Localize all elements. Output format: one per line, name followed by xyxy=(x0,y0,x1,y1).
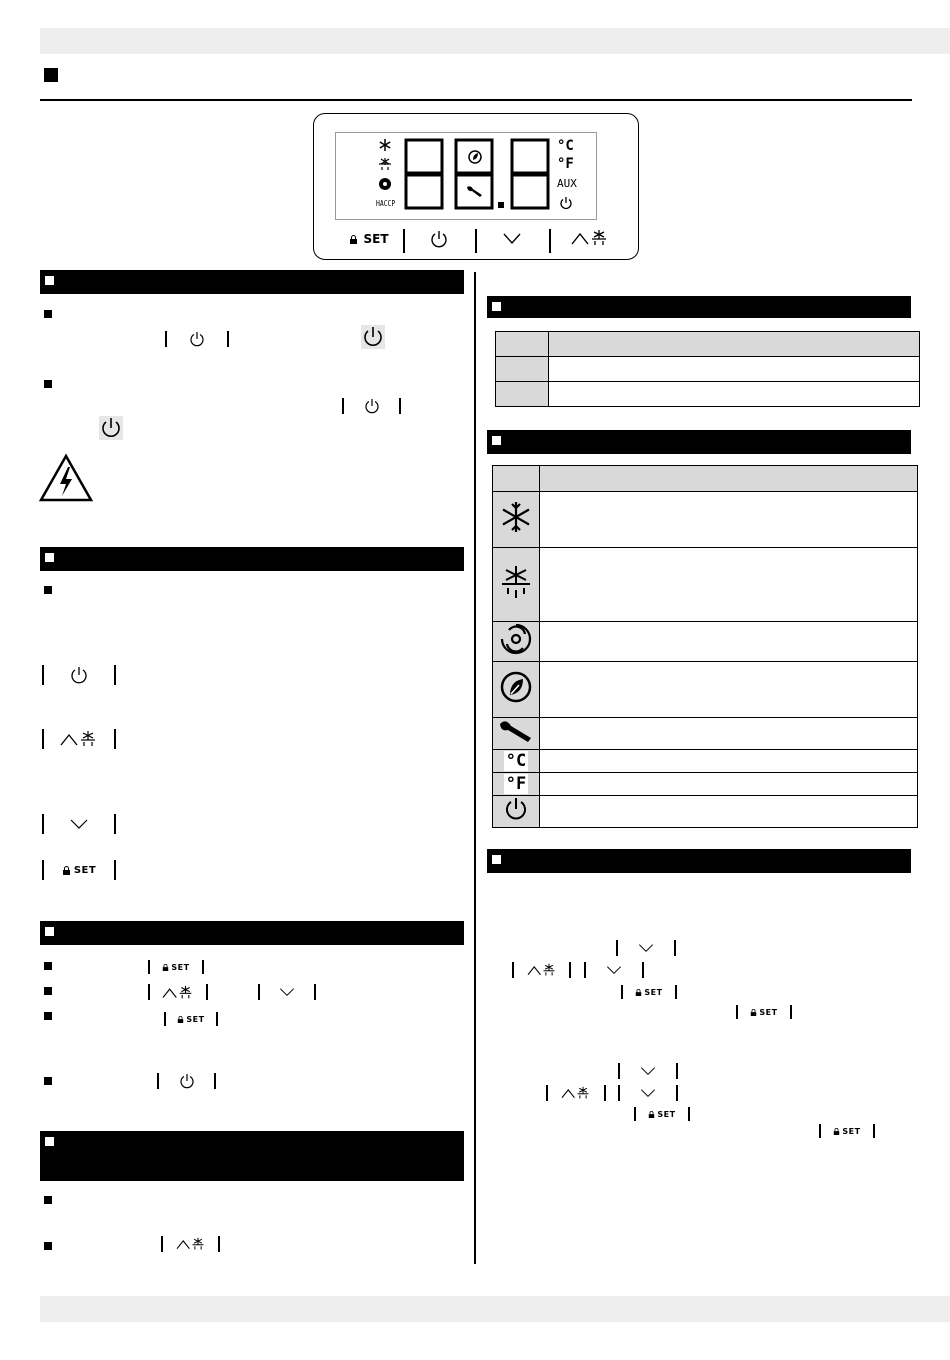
set-key-ref xyxy=(634,1107,690,1121)
key-divider xyxy=(403,229,405,253)
up-defrost-key-ref xyxy=(161,1236,220,1252)
fan-icon xyxy=(378,177,392,191)
section-header xyxy=(40,270,464,294)
set-key-label: SET xyxy=(842,1126,861,1136)
power-icon xyxy=(559,196,573,210)
set-key-label: SET xyxy=(759,1007,778,1017)
down-key-ref xyxy=(258,984,316,1000)
power-key-ref xyxy=(157,1073,216,1089)
power-key[interactable] xyxy=(429,229,449,249)
set-key-label: SET xyxy=(186,1014,205,1024)
section-header xyxy=(40,921,464,945)
down-key-ref xyxy=(584,962,644,978)
section-header xyxy=(487,296,911,318)
celsius-indicator: °C xyxy=(557,138,574,154)
column-divider xyxy=(474,272,476,1264)
set-key-ref xyxy=(42,860,116,880)
controller-panel xyxy=(313,113,639,260)
key-divider xyxy=(549,229,551,253)
haccp-label: HACCP xyxy=(376,199,396,208)
title-marker xyxy=(44,68,58,82)
celsius-icon: °C xyxy=(505,751,527,771)
up-defrost-key-ref xyxy=(42,729,116,749)
power-icon xyxy=(99,416,123,440)
defrost-icon xyxy=(499,564,533,600)
set-key-label: SET xyxy=(73,864,97,876)
aux-indicator: AUX xyxy=(557,177,577,190)
section-header xyxy=(487,849,911,873)
set-key-ref xyxy=(819,1124,875,1138)
bullet xyxy=(44,380,52,388)
bullet xyxy=(44,586,52,594)
section-header xyxy=(40,1131,464,1181)
up-defrost-key-ref xyxy=(546,1085,606,1101)
set-key-ref xyxy=(148,960,204,974)
eco-icon xyxy=(499,670,533,704)
bullet xyxy=(44,1242,52,1250)
bullet xyxy=(44,962,52,970)
down-key-ref xyxy=(616,940,676,956)
bullet xyxy=(44,1196,52,1204)
set-key-ref xyxy=(621,985,677,999)
up-defrost-key[interactable] xyxy=(570,229,610,247)
wrench-icon xyxy=(466,184,484,198)
bullet xyxy=(44,1077,52,1085)
wrench-icon xyxy=(498,718,534,744)
bullet xyxy=(44,1012,52,1020)
section-header xyxy=(487,430,911,454)
fahrenheit-indicator: °F xyxy=(557,156,574,172)
down-key-ref xyxy=(618,1063,678,1079)
key-divider xyxy=(475,229,477,253)
top-band xyxy=(40,28,950,54)
power-key-ref xyxy=(42,665,116,685)
power-key-ref xyxy=(165,331,229,347)
down-key-ref xyxy=(618,1085,678,1101)
defrost-icon xyxy=(378,157,392,171)
icon-legend-table xyxy=(492,465,918,828)
set-key[interactable] xyxy=(336,230,402,248)
set-key-label: SET xyxy=(171,962,190,972)
set-key-label: SET xyxy=(363,232,389,246)
eco-icon xyxy=(468,149,482,165)
bullet xyxy=(44,310,52,318)
title-rule xyxy=(40,99,912,101)
electric-hazard-icon xyxy=(39,453,93,503)
snowflake-icon xyxy=(499,500,533,534)
bullet xyxy=(44,987,52,995)
set-key-label: SET xyxy=(657,1109,676,1119)
set-key-ref xyxy=(164,1012,218,1026)
power-key-ref xyxy=(342,398,401,414)
settings-table xyxy=(495,331,920,407)
down-key[interactable] xyxy=(502,232,522,246)
fan-icon xyxy=(499,622,533,656)
up-defrost-key-ref xyxy=(512,962,571,978)
lock-icon xyxy=(349,235,358,244)
bottom-band xyxy=(40,1296,950,1322)
snowflake-icon xyxy=(378,138,392,152)
set-key-ref xyxy=(736,1005,792,1019)
fahrenheit-icon: °F xyxy=(505,774,527,794)
set-key-label: SET xyxy=(644,987,663,997)
power-icon xyxy=(503,796,529,822)
seven-segment-digits xyxy=(402,136,562,214)
down-key-ref xyxy=(42,814,116,834)
up-defrost-key-ref xyxy=(148,984,208,1000)
section-header xyxy=(40,547,464,571)
power-icon xyxy=(361,325,385,349)
